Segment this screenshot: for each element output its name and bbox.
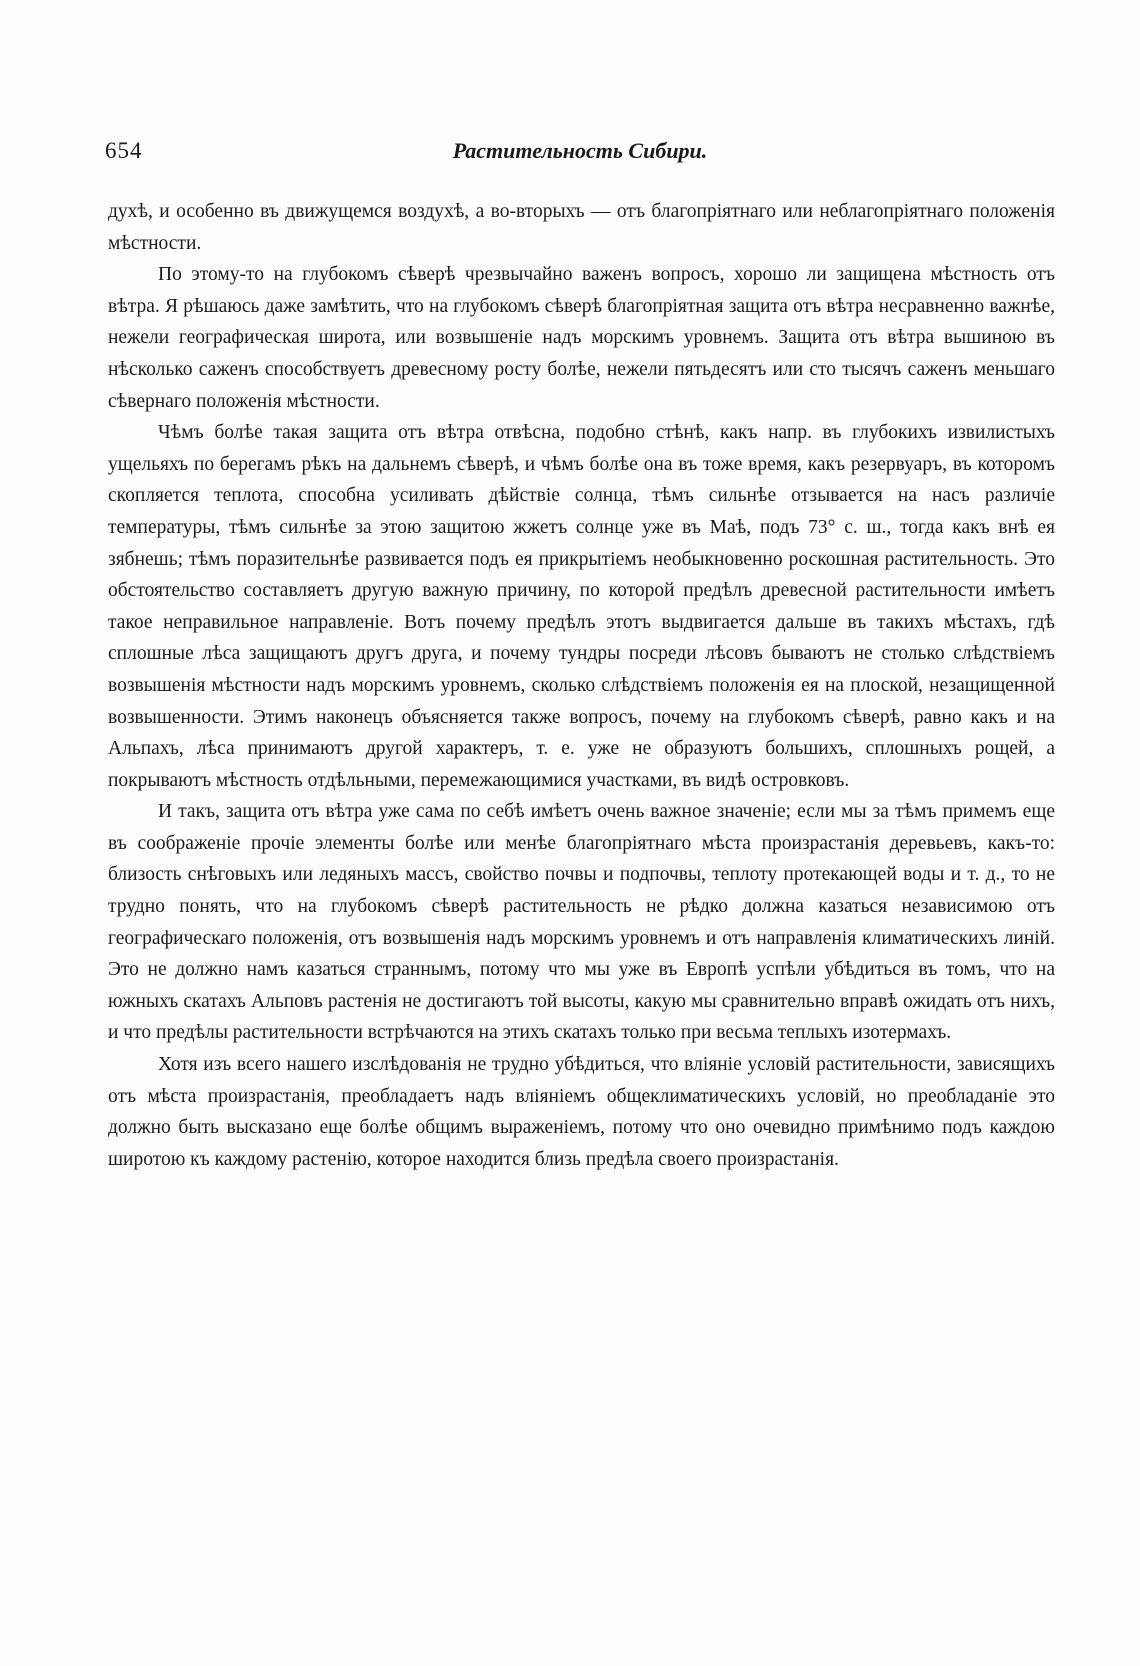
paragraph-2: По этому-то на глубокомъ сѣверѣ чрезвычайно важенъ вопросъ, хорошо ли защищена мѣстность отъ вѣтра. Я рѣшаюсь даже замѣтить, что на глубокомъ сѣверѣ благопріятная защита отъ вѣтра несравненно важнѣе, нежели географическая широта, или возвышеніе надъ морскимъ уровнемъ. Защита отъ вѣтра вышиною въ нѣсколько саженъ способствуетъ древесному росту болѣе, нежели пятьдесятъ или сто тысячъ саженъ меньшаго сѣвернаго положенія мѣстности. bbox=[108, 264, 1055, 412]
page-number: 654 bbox=[105, 138, 143, 163]
paragraph-1: духѣ, и особенно въ движущемся воздухѣ, а во-вторыхъ — отъ благопріятнаго или неблагопріятнаго положенія мѣстности. bbox=[108, 201, 1055, 254]
paragraph-4: И такъ, защита отъ вѣтра уже сама по себѣ имѣетъ очень важное значеніе; если мы за тѣмъ примемъ еще въ соображеніе прочіе элементы болѣе или менѣе благопріятнаго мѣста произрастанія деревьевъ, какъ-то: близость снѣговыхъ или ледяныхъ массъ, свойство почвы и подпочвы, теплоту протекающей воды и т. д., то не трудно понять, что на глубокомъ сѣверѣ растительность не рѣдко должна казаться независимою отъ географическаго положенія, отъ возвышенія надъ морскимъ уровнемъ и отъ направленія климатическихъ линій. Это не должно намъ казаться страннымъ, потому что мы уже въ Европѣ успѣли убѣдиться въ томъ, что на южныхъ скатахъ Альповъ растенія не достигаютъ той высоты, какую мы сравнительно вправѣ ожидать отъ нихъ, и что предѣлы растительности встрѣчаются на этихъ скатахъ только при весьма теплыхъ изотермахъ. bbox=[108, 801, 1055, 1044]
paragraph-5: Хотя изъ всего нашего изслѣдованія не трудно убѣдиться, что вліяніе условій растительности, зависящихъ отъ мѣста произрастанія, преобладаетъ надъ вліяніемъ общеклиматическихъ условій, но преобладаніе это должно быть высказано еще болѣе общимъ выраженіемъ, потому что оно очевидно примѣнимо подъ каждою широтою къ каждому растенію, которое находится близь предѣла своего произрастанія. bbox=[108, 1054, 1055, 1170]
paragraph-3: Чѣмъ болѣе такая защита отъ вѣтра отвѣсна, подобно стѣнѣ, какъ напр. въ глубокихъ извилистыхъ ущельяхъ по берегамъ рѣкъ на дальнемъ сѣверѣ, и чѣмъ болѣе она въ тоже время, какъ резервуаръ, въ которомъ скопляется теплота, способна усиливать дѣйствіе солнца, тѣмъ сильнѣе отзывается на насъ различіе температуры, тѣмъ сильнѣе за этою защитою жжетъ солнце уже въ Маѣ, подъ 73° с. ш., тогда какъ внѣ ея зябнешь; тѣмъ поразительнѣе развивается подъ ея прикрытіемъ необыкновенно роскошная растительность. Это обстоятельство составляетъ другую важную причину, по которой предѣлъ древесной растительности имѣетъ такое неправильное направленіе. Вотъ почему предѣлъ этотъ выдвигается дальше въ такихъ мѣстахъ, гдѣ сплошные лѣса защищаютъ другъ друга, и почему тундры посреди лѣсовъ бываютъ не столько слѣдствіемъ возвышенія мѣстности надъ морскимъ уровнемъ, сколько слѣдствіемъ положенія ея на плоской, незащищенной возвышенности. Этимъ наконецъ объясняется также вопросъ, почему на глубокомъ сѣверѣ, равно какъ и на Альпахъ, лѣса принимаютъ другой характеръ, т. е. уже не образуютъ большихъ, сплошныхъ рощей, а покрываютъ мѣстность отдѣльными, перемежающимися участками, въ видѣ островковъ. bbox=[108, 422, 1055, 791]
running-title: Растительность Сибири. bbox=[452, 138, 708, 163]
body-text bbox=[108, 196, 1055, 1175]
page-header bbox=[105, 138, 1055, 174]
